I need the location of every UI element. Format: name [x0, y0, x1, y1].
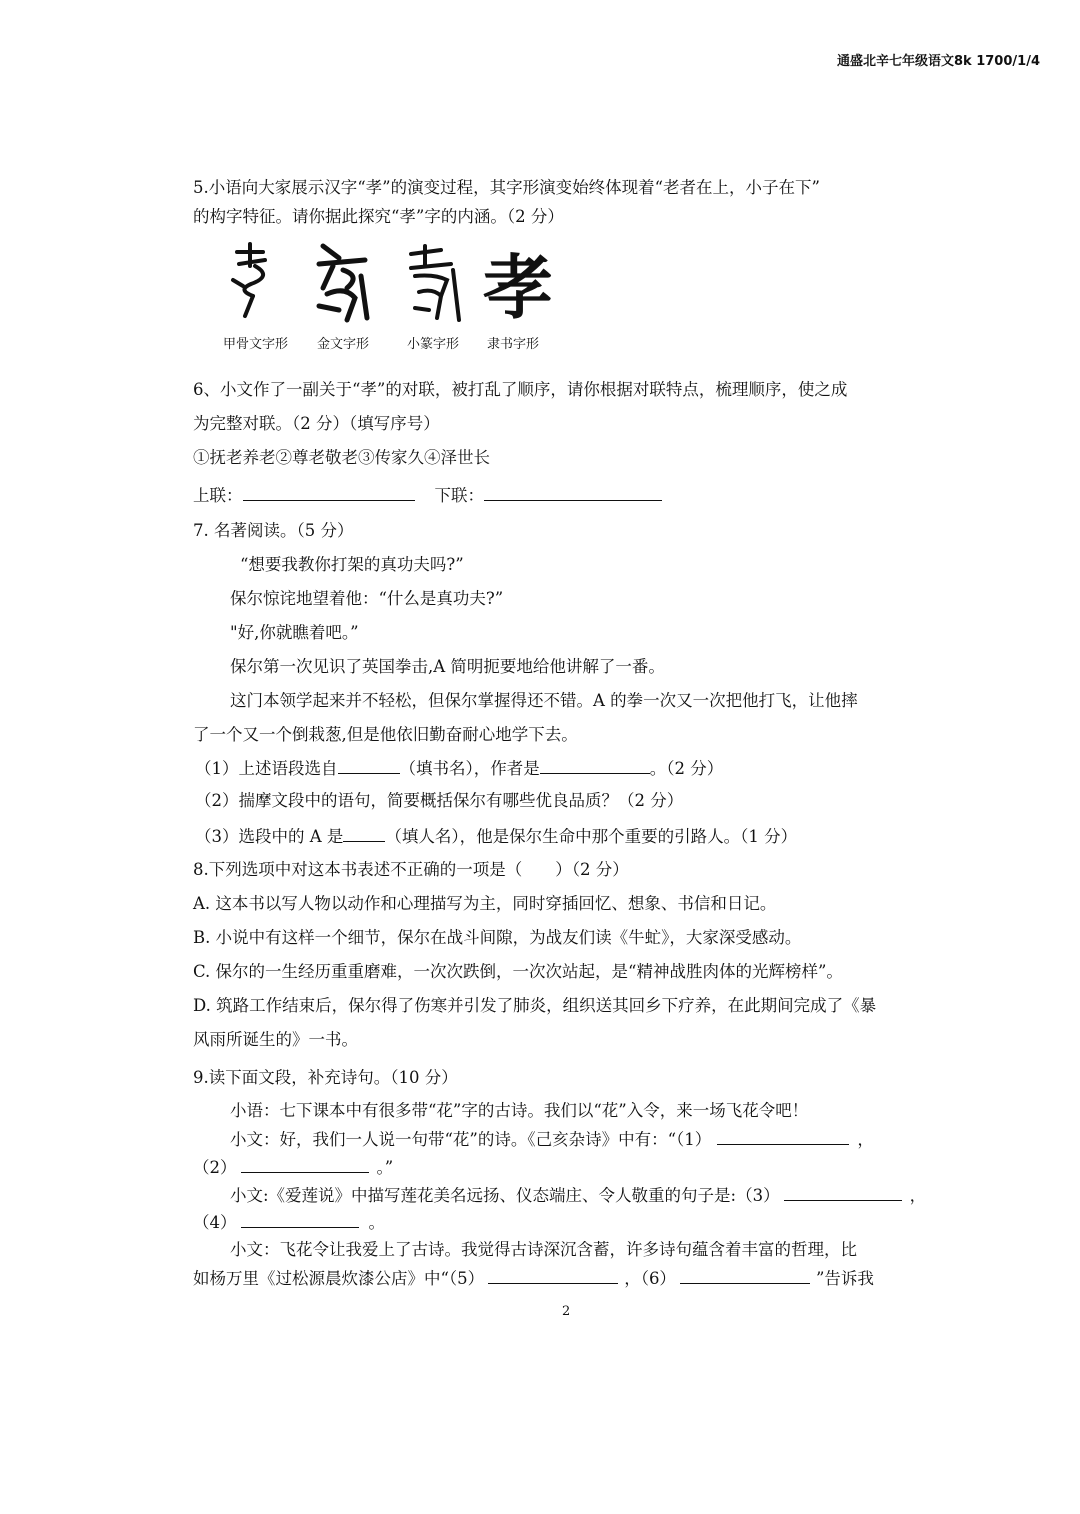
q8-option-a: A. 这本书以写人物以动作和心理描写为主，同时穿插回忆、想象、书信和日记。 — [193, 894, 777, 913]
upper-couplet-label: 上联： — [193, 486, 243, 505]
caption-clerical: 隶书字形 — [487, 337, 540, 352]
q9-line-2-end: ， — [857, 1130, 874, 1149]
page-number: 2 — [562, 1304, 571, 1319]
q7-para-1: “想要我教你打架的真功夫吗?” — [240, 555, 464, 574]
caption-bronze: 金文字形 — [317, 337, 370, 352]
q9-line-3-end: 。” — [376, 1158, 394, 1177]
seal-glyph — [411, 246, 459, 320]
q6-options: ①抚老养老②尊老敬老③传家久④泽世长 — [193, 448, 490, 467]
header-reference: 通盛北辛七年级语文8k 1700/1/4 — [837, 54, 1040, 69]
q8-option-c: C. 保尔的一生经历重重磨难，一次次跌倒，一次次站起，是“精神战胜肉体的光辉榜样”。 — [193, 962, 843, 981]
q7-sub-1-text-c: 。（2 分） — [649, 759, 724, 778]
q9-line-4 — [230, 1184, 926, 1206]
xiao-character-evolution-figure — [215, 236, 575, 326]
lower-couplet-label: 下联： — [434, 486, 484, 505]
q7-sub-2: （2）揣摩文段中的语句，简要概括保尔有哪些优良品质？（2 分） — [195, 791, 684, 810]
lower-couplet-blank[interactable] — [484, 484, 662, 501]
poem-blank-3[interactable] — [784, 1184, 902, 1201]
lishu-glyph: 孝 — [483, 246, 553, 326]
q9-line-5-end: 。 — [368, 1213, 385, 1232]
caption-oracle: 甲骨文字形 — [223, 337, 289, 352]
q7-para-5b: 了一个又一个倒栽葱,但是他依旧勤奋耐心地学下去。 — [193, 725, 578, 744]
q8-option-d-2: 风雨所诞生的》一书。 — [193, 1030, 358, 1049]
q7-para-2: 保尔惊诧地望着他：“什么是真功夫?” — [230, 589, 504, 608]
q8-option-d-1: D. 筑路工作结束后，保尔得了伤寒并引发了肺炎，组织送其回乡下疗养，在此期间完成了《暴 — [193, 996, 877, 1015]
q9-line-7-text-b: ，（6） — [624, 1269, 676, 1288]
q9-line-5 — [193, 1211, 385, 1233]
book-name-blank[interactable] — [338, 757, 400, 774]
q7-para-4: 保尔第一次见识了英国拳击,A 简明扼要地给他讲解了一番。 — [230, 657, 665, 676]
q9-line-2 — [230, 1128, 874, 1150]
q7-sub-3 — [195, 825, 797, 847]
q8-option-b: B. 小说中有这样一个细节，保尔在战斗间隙，为战友们读《牛虻》，大家深受感动。 — [193, 928, 802, 947]
q9-line-1: 小语：七下课本中有很多带“花”字的古诗。我们以“花”入令，来一场飞花令吧！ — [230, 1101, 809, 1120]
bronze-glyph — [319, 246, 367, 320]
q5-line-1: 5.小语向大家展示汉字“孝”的演变过程，其字形演变始终体现着“老者在上，小子在下” — [193, 178, 820, 197]
q9-line-7-text-a: 如杨万里《过松源晨炊漆公店》中“（5） — [193, 1269, 485, 1288]
q7-title: 7. 名著阅读。（5 分） — [193, 521, 354, 540]
person-name-blank[interactable] — [343, 825, 385, 842]
q9-title: 9.读下面文段，补充诗句。（10 分） — [193, 1068, 458, 1087]
upper-couplet-blank[interactable] — [243, 484, 415, 501]
q7-sub-3-text-a: （3）选段中的 A 是 — [195, 827, 344, 846]
q6-answer-row — [193, 484, 662, 506]
q9-line-6: 小文：飞花令让我爱上了古诗。我觉得古诗深沉含蓄，许多诗句蕴含着丰富的哲理，比 — [230, 1240, 857, 1259]
q9-line-7-text-c: ”告诉我 — [815, 1269, 874, 1288]
q9-line-3-label: （2） — [193, 1158, 237, 1177]
poem-blank-5[interactable] — [488, 1267, 618, 1284]
q9-line-5-label: （4） — [193, 1213, 237, 1232]
q7-sub-1-text-b: （填书名），作者是 — [399, 759, 540, 778]
poem-blank-6[interactable] — [680, 1267, 810, 1284]
author-blank[interactable] — [540, 757, 650, 774]
q7-para-3: "好,你就瞧着吧。” — [230, 623, 359, 642]
q8-title: 8.下列选项中对这本书表述不正确的一项是（ ）（2 分） — [193, 860, 629, 879]
caption-seal: 小篆字形 — [407, 337, 460, 352]
q6-line-2: 为完整对联。（2 分）（填写序号） — [193, 414, 440, 433]
q5-line-2: 的构字特征。请你据此探究“孝”字的内涵。（2 分） — [193, 207, 564, 226]
q7-sub-1-text-a: （1）上述语段选自 — [195, 759, 338, 778]
poem-blank-2[interactable] — [241, 1156, 369, 1173]
q7-para-5a: 这门本领学起来并不轻松，但保尔掌握得还不错。A 的拳一次又一次把他打飞，让他摔 — [230, 691, 858, 710]
q6-line-1: 6、小文作了一副关于“孝”的对联，被打乱了顺序，请你根据对联特点，梳理顺序，使之成 — [193, 380, 848, 399]
poem-blank-1[interactable] — [717, 1128, 849, 1145]
q7-sub-3-text-b: （填人名），他是保尔生命中那个重要的引路人。（1 分） — [385, 827, 798, 846]
oracle-bone-glyph — [233, 244, 265, 316]
q9-line-7 — [193, 1267, 874, 1289]
q9-line-4-end: ， — [909, 1186, 927, 1205]
q9-line-4-text: 小文:《爱莲说》中描写莲花美名远扬、仪态端庄、令人敬重的句子是:（3） — [230, 1186, 780, 1205]
q7-sub-1 — [195, 757, 723, 779]
q9-line-2-text: 小文：好，我们一人说一句带“花”的诗。《己亥杂诗》中有：“（1） — [230, 1130, 712, 1149]
poem-blank-4[interactable] — [241, 1211, 359, 1228]
q9-line-3 — [193, 1156, 393, 1178]
